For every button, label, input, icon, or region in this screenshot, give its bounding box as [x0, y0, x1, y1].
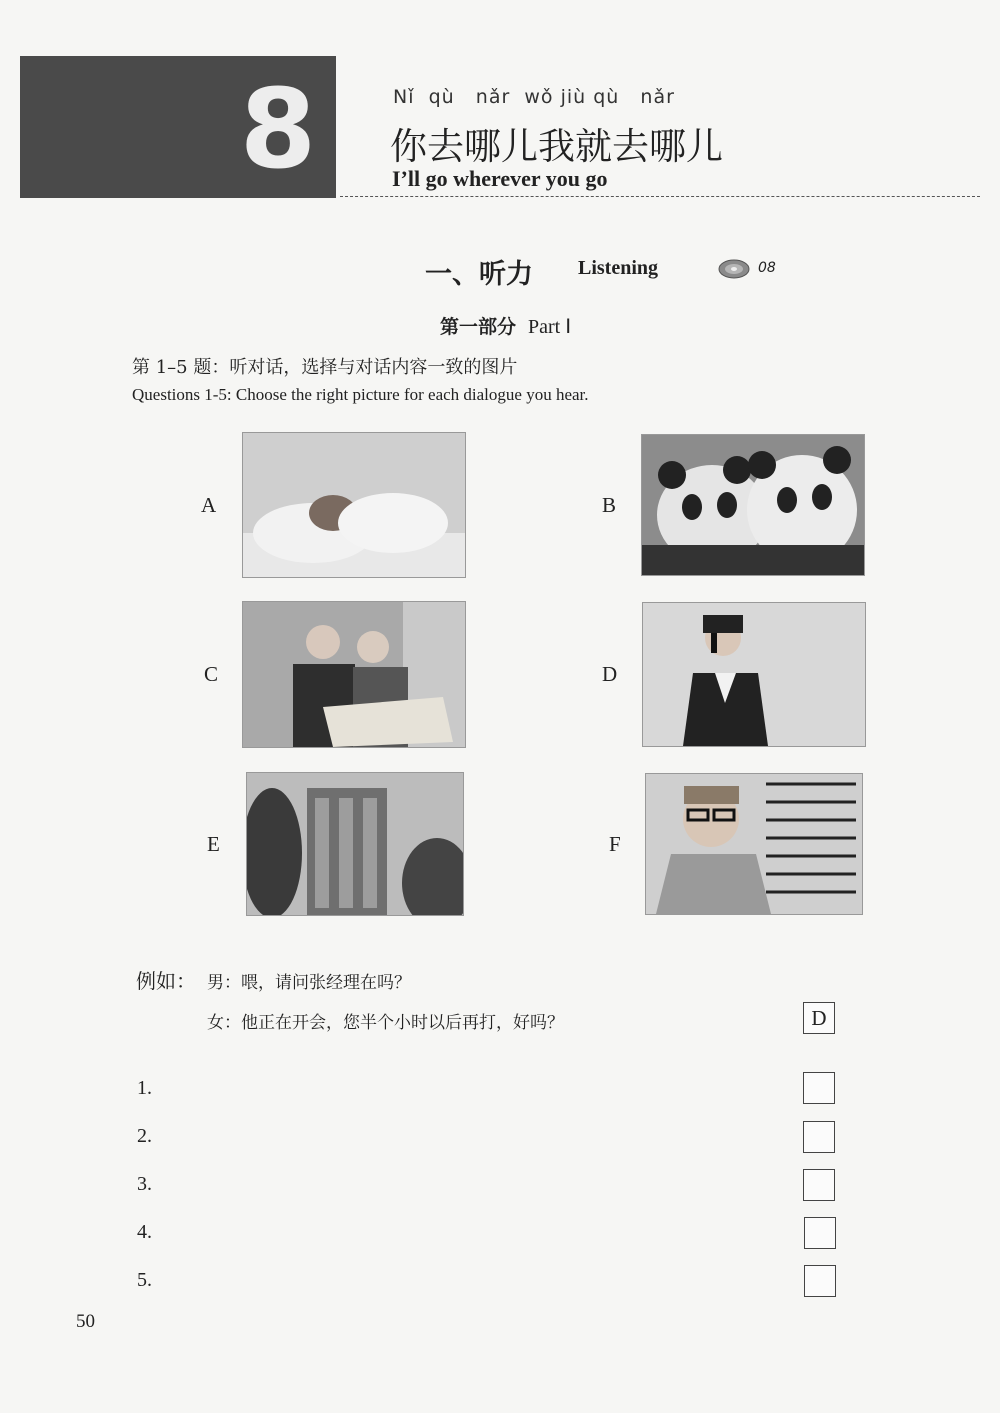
question-number-5: 5.	[137, 1269, 152, 1291]
picture-label-f: F	[609, 832, 621, 856]
lesson-number: 8	[239, 65, 317, 193]
picture-e-apartment-building	[246, 772, 464, 916]
question-number-4: 4.	[137, 1221, 152, 1243]
question-number-2: 2.	[137, 1125, 152, 1147]
part-title-english: Part Ⅰ	[528, 316, 572, 338]
picture-label-d: D	[602, 662, 618, 686]
answer-box-5[interactable]	[804, 1265, 836, 1297]
example-label: 例如：	[136, 969, 196, 993]
header-divider	[340, 196, 980, 197]
part-title	[440, 312, 571, 339]
cd-icon	[718, 256, 750, 280]
example-dialogue-woman: 女：他正在开会，您半个小时以后再打，好吗？	[207, 1013, 564, 1033]
instructions-english: Questions 1-5: Choose the right picture for each dialogue you hear.	[132, 385, 589, 404]
picture-d-woman-on-phone	[642, 602, 866, 747]
picture-c-couple-with-map	[242, 601, 466, 748]
example-answer-box: D	[803, 1002, 835, 1034]
instructions-chinese: 第 1–5 题：听对话，选择与对话内容一致的图片	[132, 357, 518, 378]
answer-box-1[interactable]	[803, 1072, 835, 1104]
audio-track-number: 08	[758, 260, 776, 276]
answer-box-4[interactable]	[804, 1217, 836, 1249]
picture-label-c: C	[204, 662, 219, 686]
lesson-title-chinese: 你去哪儿我就去哪儿	[390, 125, 723, 168]
lesson-title-english: I’ll go wherever you go	[392, 166, 608, 191]
question-number-3: 3.	[137, 1173, 152, 1195]
picture-label-a: A	[201, 493, 217, 517]
title-pinyin: Nǐ qù nǎr wǒ jiù qù nǎr	[393, 86, 675, 108]
page-number: 50	[76, 1311, 95, 1332]
section-heading-chinese: 一、听力	[425, 259, 533, 290]
picture-f-man-with-glasses	[645, 773, 863, 915]
picture-label-b: B	[602, 493, 617, 517]
answer-box-3[interactable]	[803, 1169, 835, 1201]
example-dialogue-man: 男：喂，请问张经理在吗？	[207, 973, 411, 993]
picture-b-pandas	[641, 434, 865, 576]
answer-box-2[interactable]	[803, 1121, 835, 1153]
picture-a-sleeping-woman	[242, 432, 466, 578]
section-heading-english: Listening	[578, 257, 659, 279]
part-title-chinese: 第一部分	[440, 316, 517, 338]
question-number-1: 1.	[137, 1077, 152, 1099]
picture-label-e: E	[207, 832, 220, 856]
